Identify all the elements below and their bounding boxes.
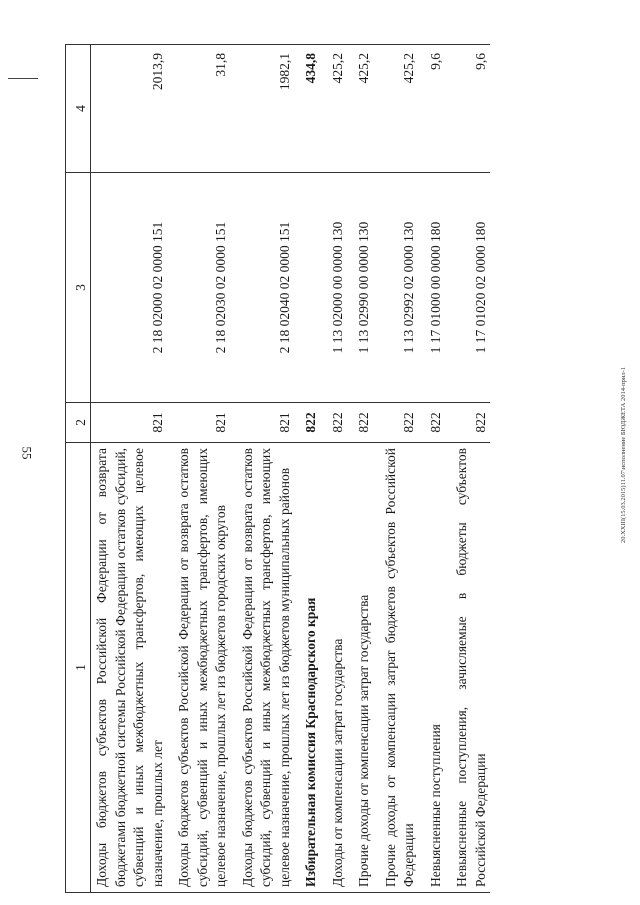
column-header: 3 <box>66 173 91 403</box>
table-header-row <box>66 45 91 893</box>
row-name: Прочие доходы от компенсации затрат государства <box>347 443 374 893</box>
row-kbk-code: 1 13 02000 00 0000 130 <box>321 173 348 403</box>
footer-note: 20.XXIII(15.03.2015)11.07\исполнение БЮДЖЕТА 2014-прил-1 <box>620 367 627 544</box>
row-sum: 9,6 <box>445 45 490 173</box>
column-header: 1 <box>66 443 91 893</box>
row-kbk-code: 1 17 01020 02 0000 180 <box>445 173 490 403</box>
table-row <box>374 45 419 893</box>
row-name: Невыясненные поступления, зачисляемые в бюджеты субъектов Российской Федерации <box>445 443 490 893</box>
row-admin-code: 821 <box>91 403 168 443</box>
column-header: 4 <box>66 45 91 173</box>
row-kbk-code <box>294 173 321 403</box>
row-admin-code: 821 <box>231 403 295 443</box>
row-name: Доходы бюджетов субъектов Российской Федерации от возврата остатков субсидий, субвенций и иных межбюджетных трансфертов, имеющих целевое назначение, прошлых лет из бюджетов муниципальных районов <box>231 443 295 893</box>
row-name: Доходы от компенсации затрат государства <box>321 443 348 893</box>
table-row <box>321 45 348 893</box>
table-row <box>445 45 490 893</box>
row-sum: 434,8 <box>294 45 321 173</box>
row-sum: 425,2 <box>347 45 374 173</box>
table-row <box>231 45 295 893</box>
table-row <box>91 45 168 893</box>
row-name: Невыясненные поступления <box>419 443 446 893</box>
row-kbk-code: 1 17 01000 00 0000 180 <box>419 173 446 403</box>
revenue-table <box>65 44 490 893</box>
row-kbk-code: 2 18 02000 02 0000 151 <box>91 173 168 403</box>
row-sum: 425,2 <box>321 45 348 173</box>
table-row <box>347 45 374 893</box>
row-admin-code: 822 <box>294 403 321 443</box>
row-admin-code: 821 <box>167 403 231 443</box>
row-kbk-code: 1 13 02992 02 0000 130 <box>374 173 419 403</box>
row-admin-code: 822 <box>374 403 419 443</box>
column-header: 2 <box>66 403 91 443</box>
row-admin-code: 822 <box>445 403 490 443</box>
row-name: Избирательная комиссия Краснодарского края <box>294 443 321 893</box>
top-rule <box>8 78 38 79</box>
row-kbk-code: 2 18 02030 02 0000 151 <box>167 173 231 403</box>
row-admin-code: 822 <box>321 403 348 443</box>
row-kbk-code: 1 13 02990 00 0000 130 <box>347 173 374 403</box>
table-row <box>419 45 446 893</box>
row-sum: 31,8 <box>167 45 231 173</box>
row-sum: 9,6 <box>419 45 446 173</box>
row-name: Доходы бюджетов субъектов Российской Федерации от возврата остатков субсидий, субвенций и иных межбюджетных трансфертов, имеющих целевое назначение, прошлых лет из бюджетов городских округов <box>167 443 231 893</box>
table-row <box>294 45 321 893</box>
row-sum: 1982,1 <box>231 45 295 173</box>
row-name: Прочие доходы от компенсации затрат бюджетов субъектов Российской Федерации <box>374 443 419 893</box>
row-sum: 425,2 <box>374 45 419 173</box>
rotated-page-content <box>65 45 610 893</box>
page-number: 55 <box>19 446 35 460</box>
row-kbk-code: 2 18 02040 02 0000 151 <box>231 173 295 403</box>
row-sum: 2013,9 <box>91 45 168 173</box>
row-admin-code: 822 <box>419 403 446 443</box>
row-name: Доходы бюджетов субъектов Российской Федерации от возврата бюджетами бюджетной системы Российской Федерации остатков субсидий, субвенций и иных межбюджетных трансфертов, имеющих целевое назначение, прошлых лет <box>91 443 168 893</box>
table-row <box>167 45 231 893</box>
row-admin-code: 822 <box>347 403 374 443</box>
